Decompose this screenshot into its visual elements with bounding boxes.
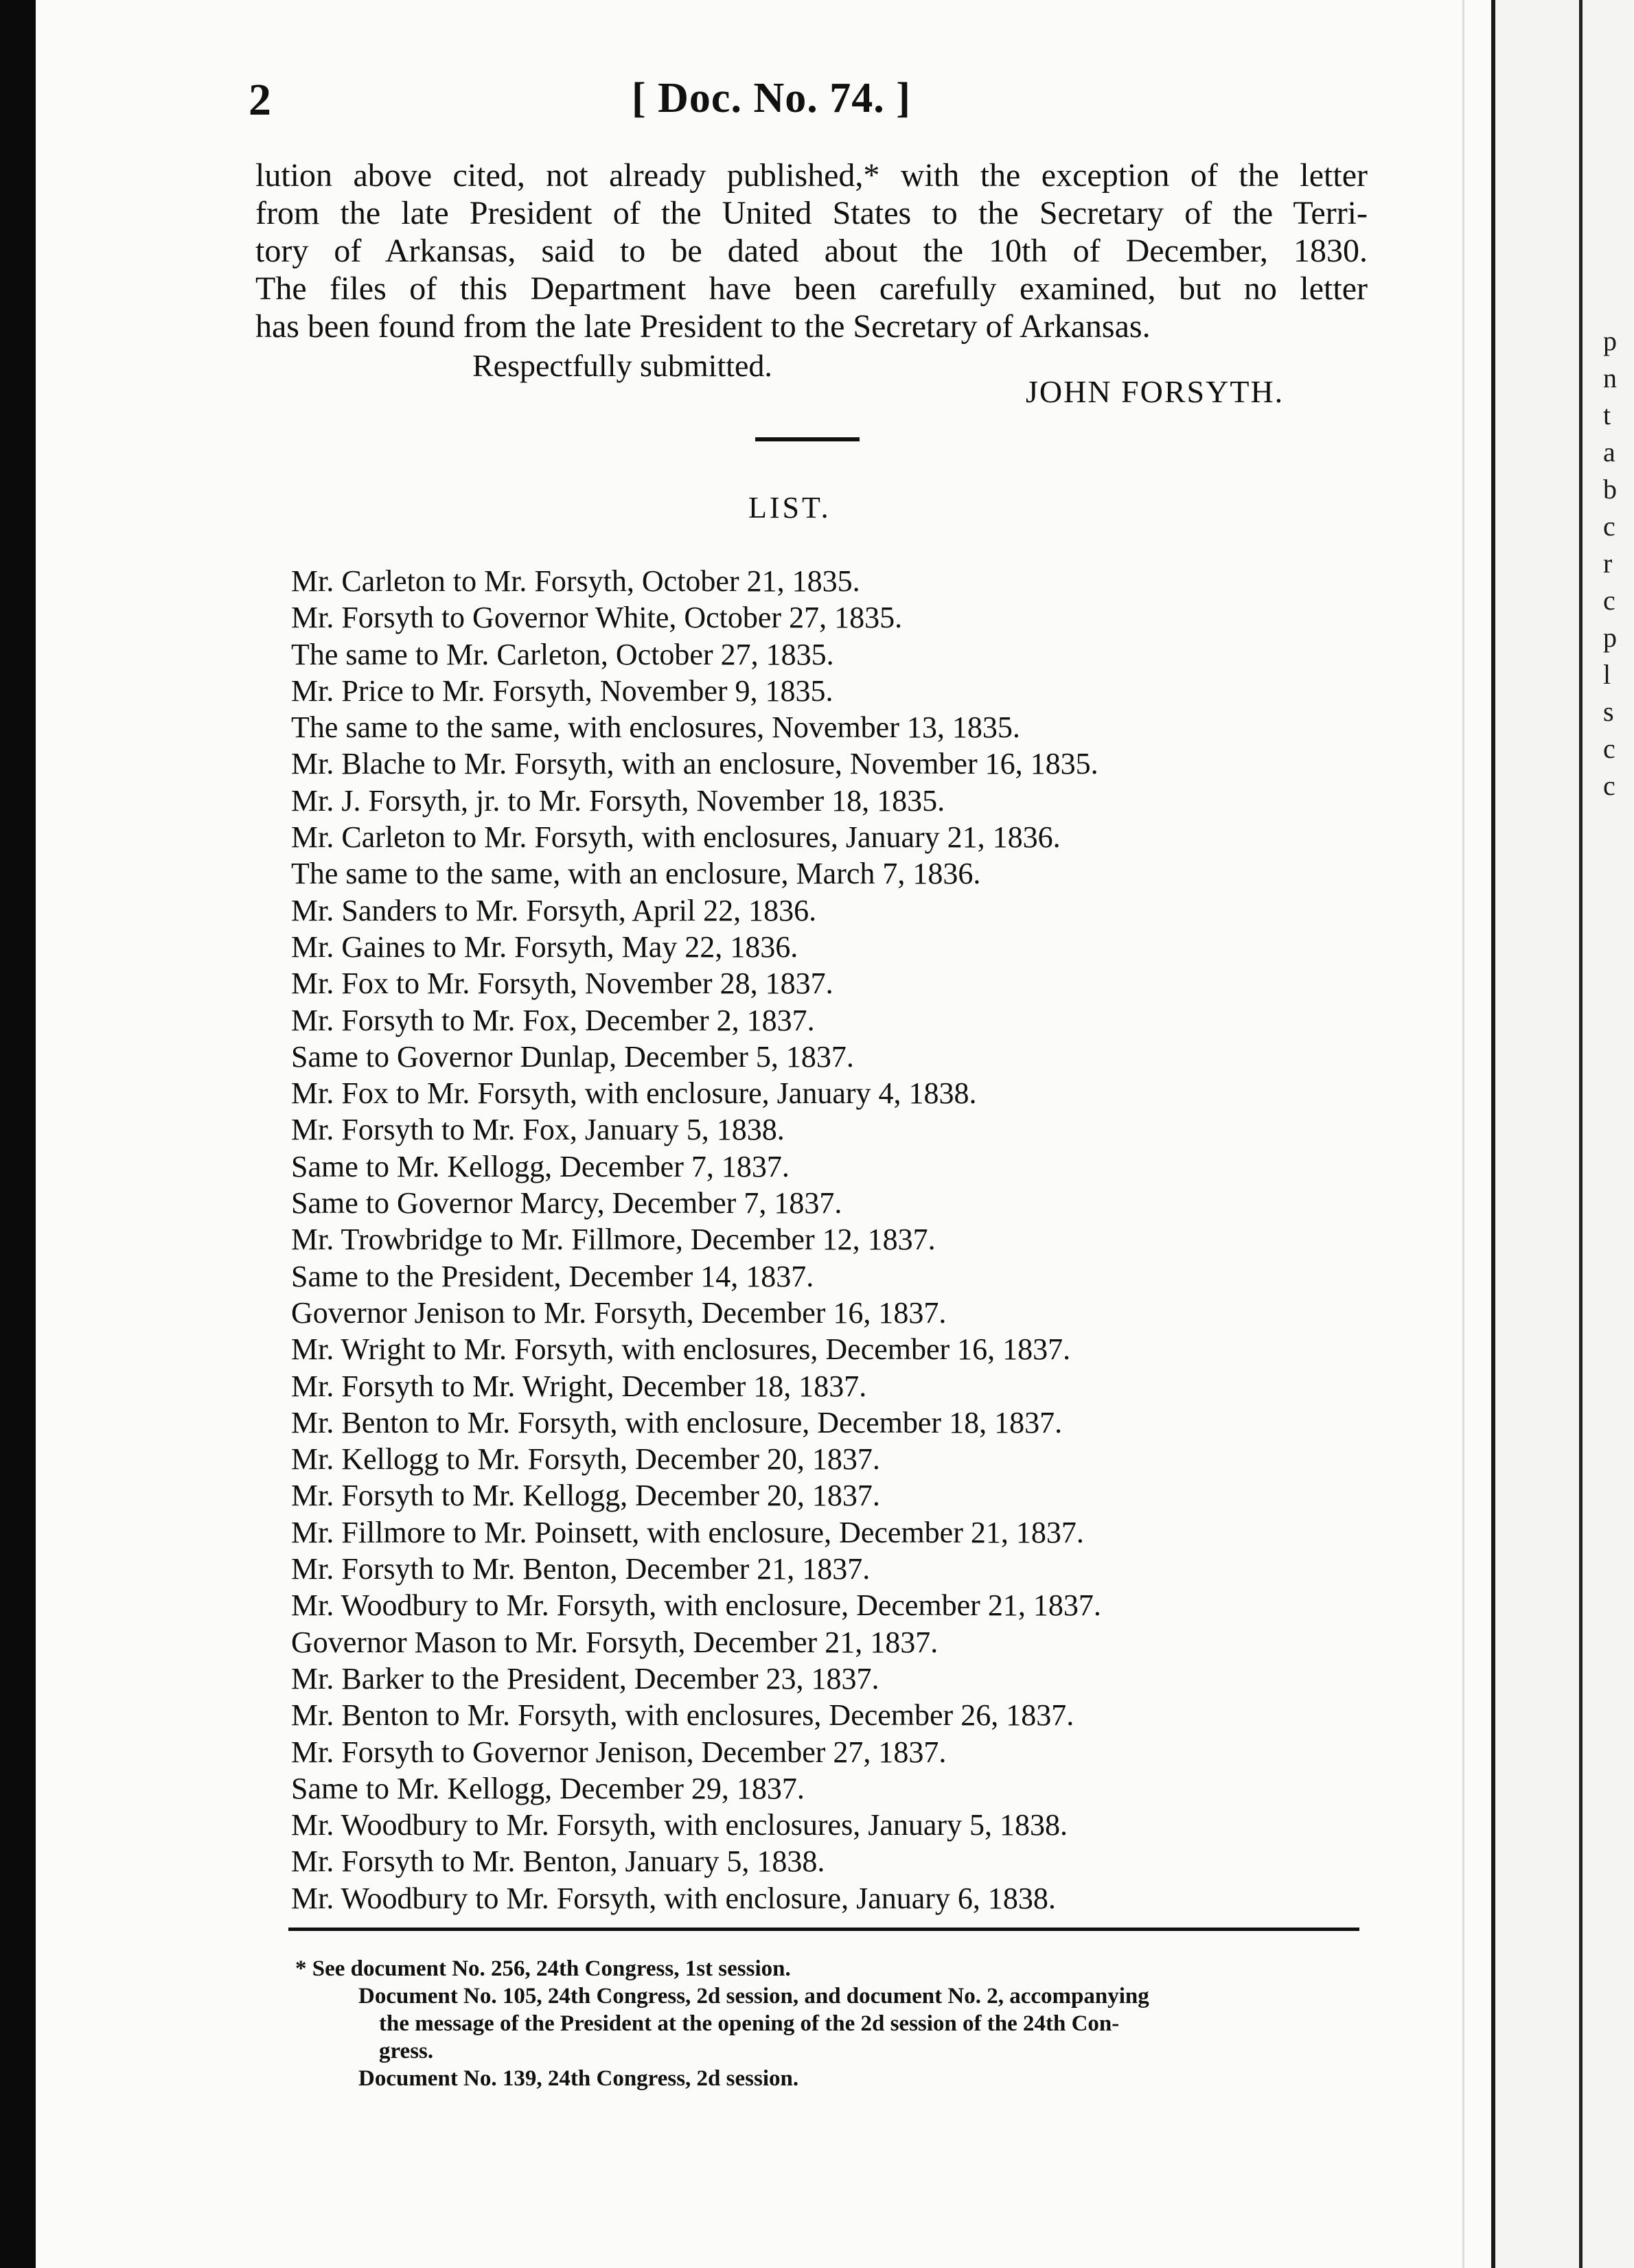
list-item: Mr. Woodbury to Mr. Forsyth, with enclosure, December 21, 1837. [291, 1588, 1101, 1623]
adjacent-letter: r [1603, 548, 1613, 579]
body-paragraph [255, 157, 1368, 345]
list-item: Mr. Fillmore to Mr. Poinsett, with enclosure, December 21, 1837. [291, 1515, 1084, 1549]
adjacent-letter: c [1603, 511, 1615, 542]
footnote-line: gress. [379, 2039, 434, 2063]
list-item: Same to Governor Marcy, December 7, 1837. [291, 1186, 842, 1220]
page-number: 2 [249, 75, 271, 125]
document-number-header: [ Doc. No. 74. ] [632, 75, 911, 121]
list-item: Mr. Blache to Mr. Forsyth, with an enclosure, November 16, 1835. [291, 747, 1098, 781]
adjacent-page-letters [1603, 323, 1634, 805]
footnote-line: * See document No. 256, 24th Congress, 1st session. [295, 1956, 791, 1981]
scan-left-edge [0, 0, 36, 2268]
list-item: Mr. Trowbridge to Mr. Fillmore, December 12, 1837. [291, 1223, 936, 1257]
adjacent-letter: c [1603, 733, 1615, 764]
footnote-line: Document No. 139, 24th Congress, 2d session. [358, 2066, 799, 2091]
closing-line: Respectfully submitted. [472, 348, 772, 383]
list-item: Same to Governor Dunlap, December 5, 1837. [291, 1039, 854, 1074]
body-line: The files of this Department have been carefully examined, but no letter [255, 270, 1368, 307]
list-item: Mr. Forsyth to Mr. Kellogg, December 20, 1837. [291, 1479, 880, 1513]
body-line: has been found from the late President to the Secretary of Arkansas. [255, 308, 1151, 345]
adjacent-letter: t [1603, 400, 1611, 430]
list-item: The same to the same, with an enclosure, March 7, 1836. [291, 857, 981, 891]
list-heading: LIST. [748, 491, 831, 524]
list-item: Mr. Barker to the President, December 23, 1837. [291, 1661, 879, 1696]
list-item: Mr. Fox to Mr. Forsyth, November 28, 1837. [291, 967, 833, 1001]
list-item: Mr. Forsyth to Governor Jenison, December 27, 1837. [291, 1735, 947, 1769]
body-line: tory of Arkansas, said to be dated about the 10th of December, 1830. [255, 233, 1368, 269]
adjacent-letter: c [1603, 770, 1615, 801]
footnote-line: Document No. 105, 24th Congress, 2d session, and document No. 2, accompanying [358, 1984, 1149, 2009]
body-line: from the late President of the United States to the Secretary of the Terri- [255, 195, 1368, 231]
binding-edge [1579, 0, 1583, 2268]
list-item: Mr. Benton to Mr. Forsyth, with enclosure, December 18, 1837. [291, 1405, 1063, 1439]
adjacent-letter: a [1603, 437, 1615, 467]
list-item: Governor Mason to Mr. Forsyth, December 21, 1837. [291, 1625, 939, 1659]
page-fold [1462, 0, 1464, 2268]
footnotes [295, 1955, 1380, 2092]
list-item: The same to the same, with enclosures, November 13, 1835. [291, 710, 1020, 745]
signature: JOHN FORSYTH. [1026, 374, 1285, 409]
adjacent-letter: p [1603, 325, 1617, 356]
list-item: The same to Mr. Carleton, October 27, 1835. [291, 637, 834, 671]
list-item: Mr. Forsyth to Mr. Fox, January 5, 1838. [291, 1113, 785, 1147]
list-item: Mr. Forsyth to Mr. Fox, December 2, 1837. [291, 1003, 815, 1037]
list-item: Mr. J. Forsyth, jr. to Mr. Forsyth, November 18, 1835. [291, 783, 945, 818]
body-line: lution above cited, not already published,* with the exception of the letter [255, 157, 1368, 194]
section-divider [755, 437, 860, 441]
list-item: Mr. Price to Mr. Forsyth, November 9, 1835. [291, 673, 833, 708]
list-item: Mr. Sanders to Mr. Forsyth, April 22, 1836. [291, 893, 817, 927]
list-item: Governor Jenison to Mr. Forsyth, December 16, 1837. [291, 1295, 947, 1330]
adjacent-letter: s [1603, 696, 1614, 727]
list-item: Mr. Wright to Mr. Forsyth, with enclosures, December 16, 1837. [291, 1332, 1071, 1367]
footnote-line: the message of the President at the opening of the 2d session of the 24th Con- [379, 2011, 1120, 2036]
list-item: Same to Mr. Kellogg, December 7, 1837. [291, 1149, 790, 1183]
list-item: Mr. Forsyth to Mr. Benton, December 21, 1837. [291, 1552, 871, 1586]
adjacent-letter: p [1603, 622, 1617, 653]
list-item: Mr. Carleton to Mr. Forsyth, with enclosures, January 21, 1836. [291, 820, 1061, 855]
adjacent-letter: c [1603, 585, 1615, 616]
list-item: Mr. Forsyth to Governor White, October 27, 1835. [291, 601, 903, 635]
list-item: Mr. Woodbury to Mr. Forsyth, with enclosures, January 5, 1838. [291, 1808, 1068, 1842]
list-item: Same to the President, December 14, 1837. [291, 1259, 814, 1293]
list-item: Mr. Fox to Mr. Forsyth, with enclosure, January 4, 1838. [291, 1076, 977, 1111]
list-item: Mr. Forsyth to Mr. Benton, January 5, 1838. [291, 1844, 825, 1879]
footnote-divider [288, 1928, 1359, 1931]
adjacent-letter: b [1603, 474, 1617, 505]
adjacent-letter: l [1603, 659, 1611, 690]
list-item: Mr. Gaines to Mr. Forsyth, May 22, 1836. [291, 929, 798, 964]
list-item: Same to Mr. Kellogg, December 29, 1837. [291, 1771, 805, 1805]
correspondence-list [291, 563, 1390, 1917]
list-item: Mr. Carleton to Mr. Forsyth, October 21, 1835. [291, 564, 860, 598]
list-item: Mr. Forsyth to Mr. Wright, December 18, 1837. [291, 1369, 867, 1403]
list-item: Mr. Kellogg to Mr. Forsyth, December 20, 1837. [291, 1442, 880, 1477]
list-item: Mr. Benton to Mr. Forsyth, with enclosures, December 26, 1837. [291, 1698, 1074, 1733]
list-item: Mr. Woodbury to Mr. Forsyth, with enclosure, January 6, 1838. [291, 1881, 1056, 1915]
adjacent-letter: n [1603, 362, 1617, 393]
